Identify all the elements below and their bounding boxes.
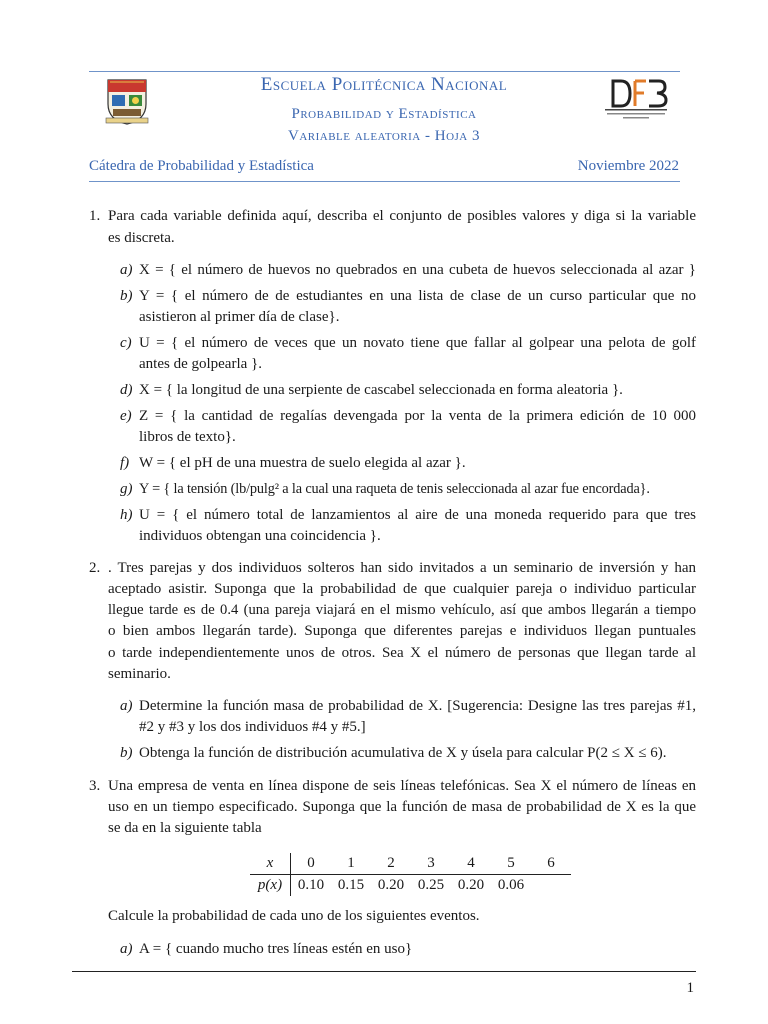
q1-a-label: a) [120,262,133,278]
q1-text-line1: Para cada variable definida aquí, describa el conjunto de posibles valores y diga si la variable [108,208,696,224]
q1-h-text-line2: individuos obtengan una coincidencia }. [139,528,381,544]
q1-f-label: f) [120,455,130,471]
pmf-p-value: 0.20 [457,877,485,893]
chair-name: Cátedra de Probabilidad y Estadística [89,158,314,174]
q2-line2: aceptado asistir. Suponga que la probabilidad de que cualquier pareja o individuo particular [108,581,696,597]
q2-line1: . Tres parejas y dos individuos solteros han sido invitados a un seminario de inversión y han [108,560,696,576]
q1-g-label: g) [120,481,133,497]
q1-a-text: X = { el número de huevos no quebrados en una cubeta de huevos seleccionada al azar } [139,262,696,278]
q2-b-text: Obtenga la función de distribución acumulativa de X y úsela para calcular P(2 ≤ X ≤ 6). [139,745,667,761]
pmf-p-value [531,875,571,897]
page-number: 1 [686,980,694,996]
q3-line1: Una empresa de venta en línea dispone de seis líneas telefónicas. Sea X el número de líneas en [108,778,696,794]
epn-crest-logo [104,76,150,126]
q1-e-text-line2: libros de texto}. [139,429,236,445]
header-bottom-rule [89,181,680,182]
pmf-x-value: 2 [371,853,411,875]
q2-line4: o bien ambos llegarán tarde). Suponga que diferentes parejas e individuos llegan puntuales [108,623,696,639]
q1-e-label: e) [120,408,132,424]
header-date: Noviembre 2022 [577,158,679,174]
q3-number: 3. [89,778,101,794]
pmf-x-value: 4 [451,853,491,875]
q2-line3: llegue tarde es de 0.4 (una pareja viajará en el mismo vehículo, así que ambos llegarán a tiempo [108,602,696,618]
q2-b-label: b) [120,745,133,761]
pmf-header-p: p(x) [250,875,291,897]
pmf-table [250,853,571,896]
pmf-x-value: 1 [331,853,371,875]
pmf-p-value: 0.10 [297,877,325,893]
pmf-p-value: 0.06 [497,877,525,893]
pmf-table-row-p [250,875,571,897]
q1-c-label: c) [120,335,132,351]
q2-a-text-line1: Determine la función masa de probabilidad de X. [Sugerencia: Designe las tres parejas #1, [139,698,696,714]
q2-number: 2. [89,560,101,576]
q1-c-text-line2: antes de golpearla }. [139,356,262,372]
q2-line5: o tarde independientemente unos de otros. Sea X el número de personas que llegan tarde al [108,645,696,661]
q1-b-text-line1: Y = { el número de de estudiantes en una lista de clase de un curso particular que no [139,288,696,304]
pmf-x-value: 6 [531,853,571,875]
q1-h-label: h) [120,507,133,523]
pmf-table-row-x [250,853,571,875]
q1-b-label: b) [120,288,133,304]
pmf-p-value: 0.15 [337,877,365,893]
pmf-x-value: 0 [291,853,332,875]
pmf-p-value: 0.25 [417,877,445,893]
q3-a-label: a) [120,941,133,957]
q3-line3: se da en la siguiente tabla [108,820,262,836]
q1-d-label: d) [120,382,133,398]
pmf-header-x: x [250,853,291,875]
q1-g-text: Y = { la tensión (lb/pulg² a la cual una raqueta de tenis seleccionada al azar fue encordada}. [139,481,650,497]
q1-e-text-line1: Z = { la cantidad de regalías devengada por la venta de la primera edición de 10 000 [139,408,696,424]
q1-c-text-line1: U = { el número de veces que un novato tiene que fallar al golpear una pelota de golf [139,335,696,351]
q3-after-table: Calcule la probabilidad de cada uno de los siguientes eventos. [108,908,480,924]
sheet-title: Variable aleatoria - Hoja 3 [287,128,480,144]
q2-a-label: a) [120,698,133,714]
q3-line2: uso en un tiempo especificado. Suponga que la función de masa de probabilidad de X es la que [108,799,696,815]
q1-number: 1. [89,208,101,224]
school-name: Escuela Politécnica Nacional [260,74,508,95]
q1-f-text: W = { el pH de una muestra de suelo elegida al azar }. [139,455,466,471]
header-top-rule [89,71,680,72]
pmf-p-value: 0.20 [377,877,405,893]
q1-text-line2: es discreta. [108,230,175,246]
q1-h-text-line1: U = { el número total de lanzamientos al aire de una moneda requerido para que tres [139,507,696,523]
pmf-x-value: 3 [411,853,451,875]
q3-a-text: A = { cuando mucho tres líneas estén en uso} [139,941,413,957]
q1-b-text-line2: asistieron al primer día de clase}. [139,309,340,325]
pmf-x-value: 5 [491,853,531,875]
q2-line6: seminario. [108,666,171,682]
q1-d-text: X = { la longitud de una serpiente de cascabel seleccionada en forma aleatoria }. [139,382,623,398]
footer-rule [72,971,696,972]
subject-title: Probabilidad y Estadística [291,106,477,122]
q2-a-text-line2: #2 y #3 y los dos individuos #4 y #5.] [139,719,366,735]
